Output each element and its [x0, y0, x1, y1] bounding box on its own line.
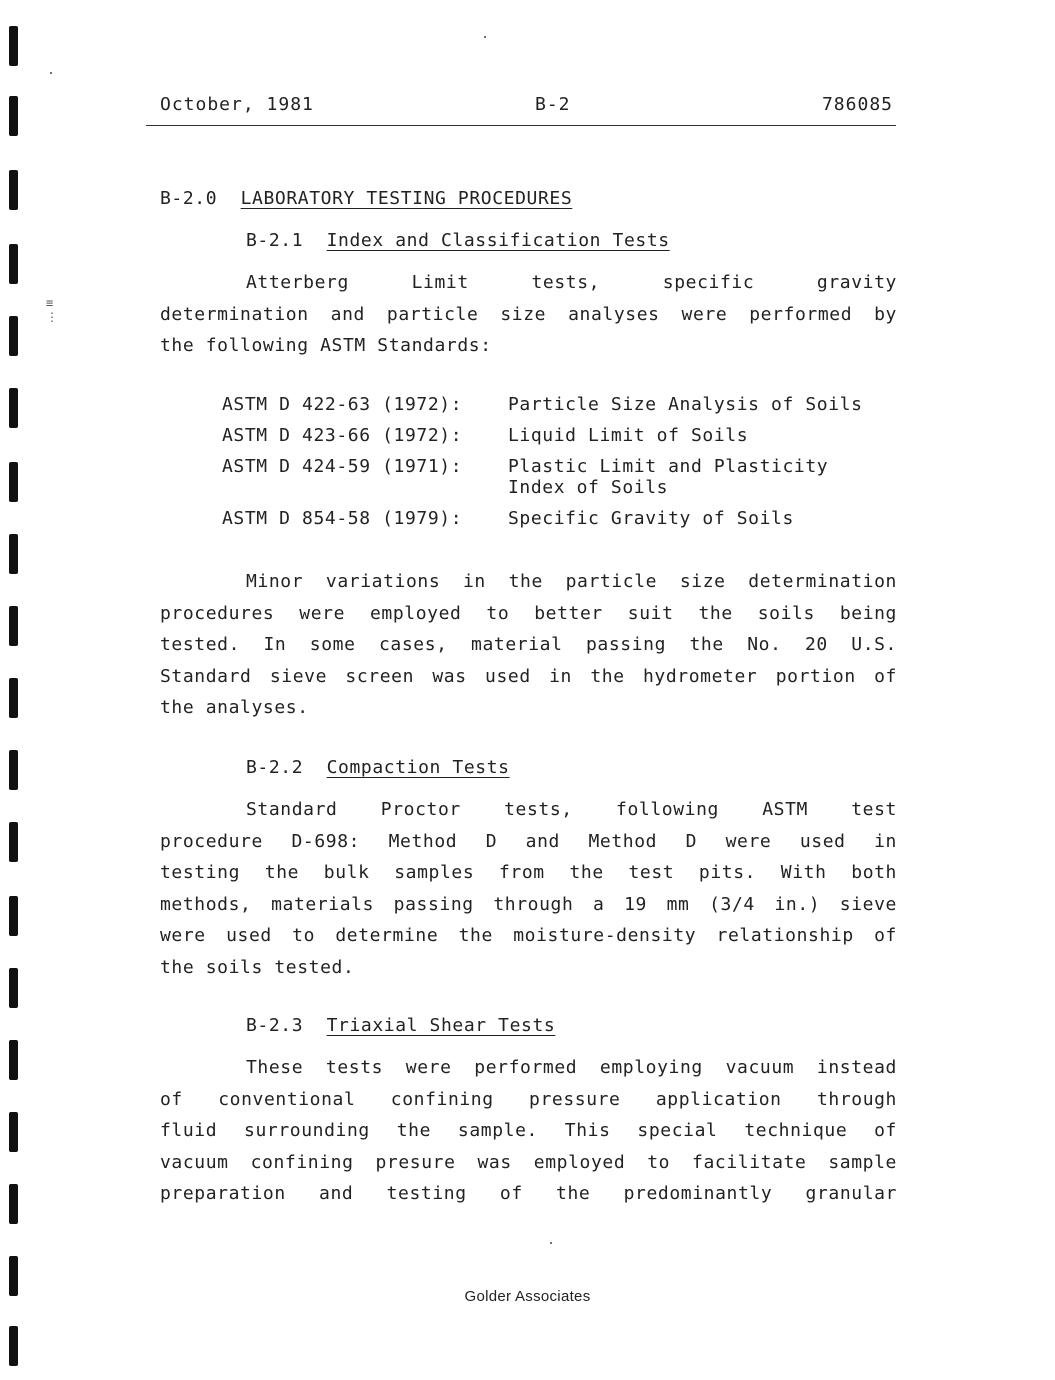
- subsection-heading-1: [246, 230, 670, 251]
- paragraph-line: Atterberg Limit tests, specific gravity: [246, 272, 897, 293]
- subsection-title: Index and Classification Tests: [326, 230, 670, 251]
- standard-code: ASTM D 423-66 (1972):: [222, 425, 463, 446]
- scan-speck: [50, 72, 52, 74]
- standard-title: Specific Gravity of Soils: [508, 508, 794, 529]
- page-footer-company: Golder Associates: [464, 1288, 591, 1305]
- binding-strip: [6, 0, 20, 1380]
- subsection-heading-3: [246, 1015, 555, 1036]
- subsection-title: Compaction Tests: [326, 757, 510, 778]
- paragraph-line: procedure D-698: Method D and Method D were used in: [160, 830, 897, 852]
- paragraph-line: were used to determine the moisture-density relationship of: [160, 925, 897, 946]
- section-number: B-2.0: [160, 188, 218, 209]
- standard-code: ASTM D 422-63 (1972):: [222, 394, 463, 415]
- paragraph-triaxial: [160, 1052, 897, 1210]
- paragraph-line: determination and particle size analyses were performed by: [160, 303, 897, 325]
- subsection-number: B-2.1: [246, 230, 304, 251]
- standard-title: Particle Size Analysis of Soils: [508, 394, 863, 415]
- paragraph-minor-variations: [160, 566, 897, 724]
- standard-title: Plastic Limit and Plasticity Index of Soils: [508, 456, 829, 498]
- paragraph-line: of conventional confining pressure application through: [160, 1088, 897, 1110]
- standard-code: ASTM D 854-58 (1979):: [222, 508, 463, 529]
- paragraph-line: vacuum confining presure was employed to facilitate sample: [160, 1151, 897, 1173]
- subsection-number: B-2.2: [246, 757, 304, 778]
- header-page-number: B-2: [535, 94, 571, 115]
- paragraph-line: the soils tested.: [160, 956, 355, 978]
- header-date: October, 1981: [160, 94, 314, 115]
- header-doc-number: 786085: [821, 94, 893, 115]
- paragraph-compaction: [160, 794, 897, 983]
- section-title: LABORATORY TESTING PROCEDURES: [240, 188, 573, 209]
- paragraph-line: These tests were performed employing vacuum instead: [246, 1057, 897, 1078]
- scan-speck: [484, 36, 486, 38]
- paragraph-line: fluid surrounding the sample. This special technique of: [160, 1120, 897, 1141]
- section-heading: [160, 188, 572, 209]
- subsection-heading-2: [246, 757, 510, 778]
- paragraph-line: the following ASTM Standards:: [160, 335, 492, 356]
- paragraph-line: methods, materials passing through a 19 mm (3/4 in.) sieve: [160, 893, 897, 915]
- paragraph-index-tests: [160, 267, 897, 362]
- page-header: [160, 94, 897, 118]
- paragraph-line: the analyses.: [160, 697, 309, 718]
- paragraph-line: preparation and testing of the predominantly granular: [160, 1183, 897, 1204]
- paragraph-line: Standard Proctor tests, following ASTM test: [246, 799, 897, 820]
- header-rule: [146, 125, 896, 126]
- subsection-number: B-2.3: [246, 1015, 304, 1036]
- paragraph-line: tested. In some cases, material passing the No. 20 U.S.: [160, 634, 897, 655]
- standard-title: Liquid Limit of Soils: [508, 425, 749, 446]
- subsection-title: Triaxial Shear Tests: [326, 1015, 556, 1036]
- paragraph-line: testing the bulk samples from the test pits. With both: [160, 862, 897, 883]
- margin-marks: ≡ ⋮: [46, 296, 58, 324]
- paragraph-line: Minor variations in the particle size determination: [246, 571, 897, 592]
- paragraph-line: procedures were employed to better suit the soils being: [160, 602, 897, 624]
- standard-code: ASTM D 424-59 (1971):: [222, 456, 463, 477]
- paragraph-line: Standard sieve screen was used in the hydrometer portion of: [160, 665, 897, 687]
- scan-speck: [550, 1242, 552, 1244]
